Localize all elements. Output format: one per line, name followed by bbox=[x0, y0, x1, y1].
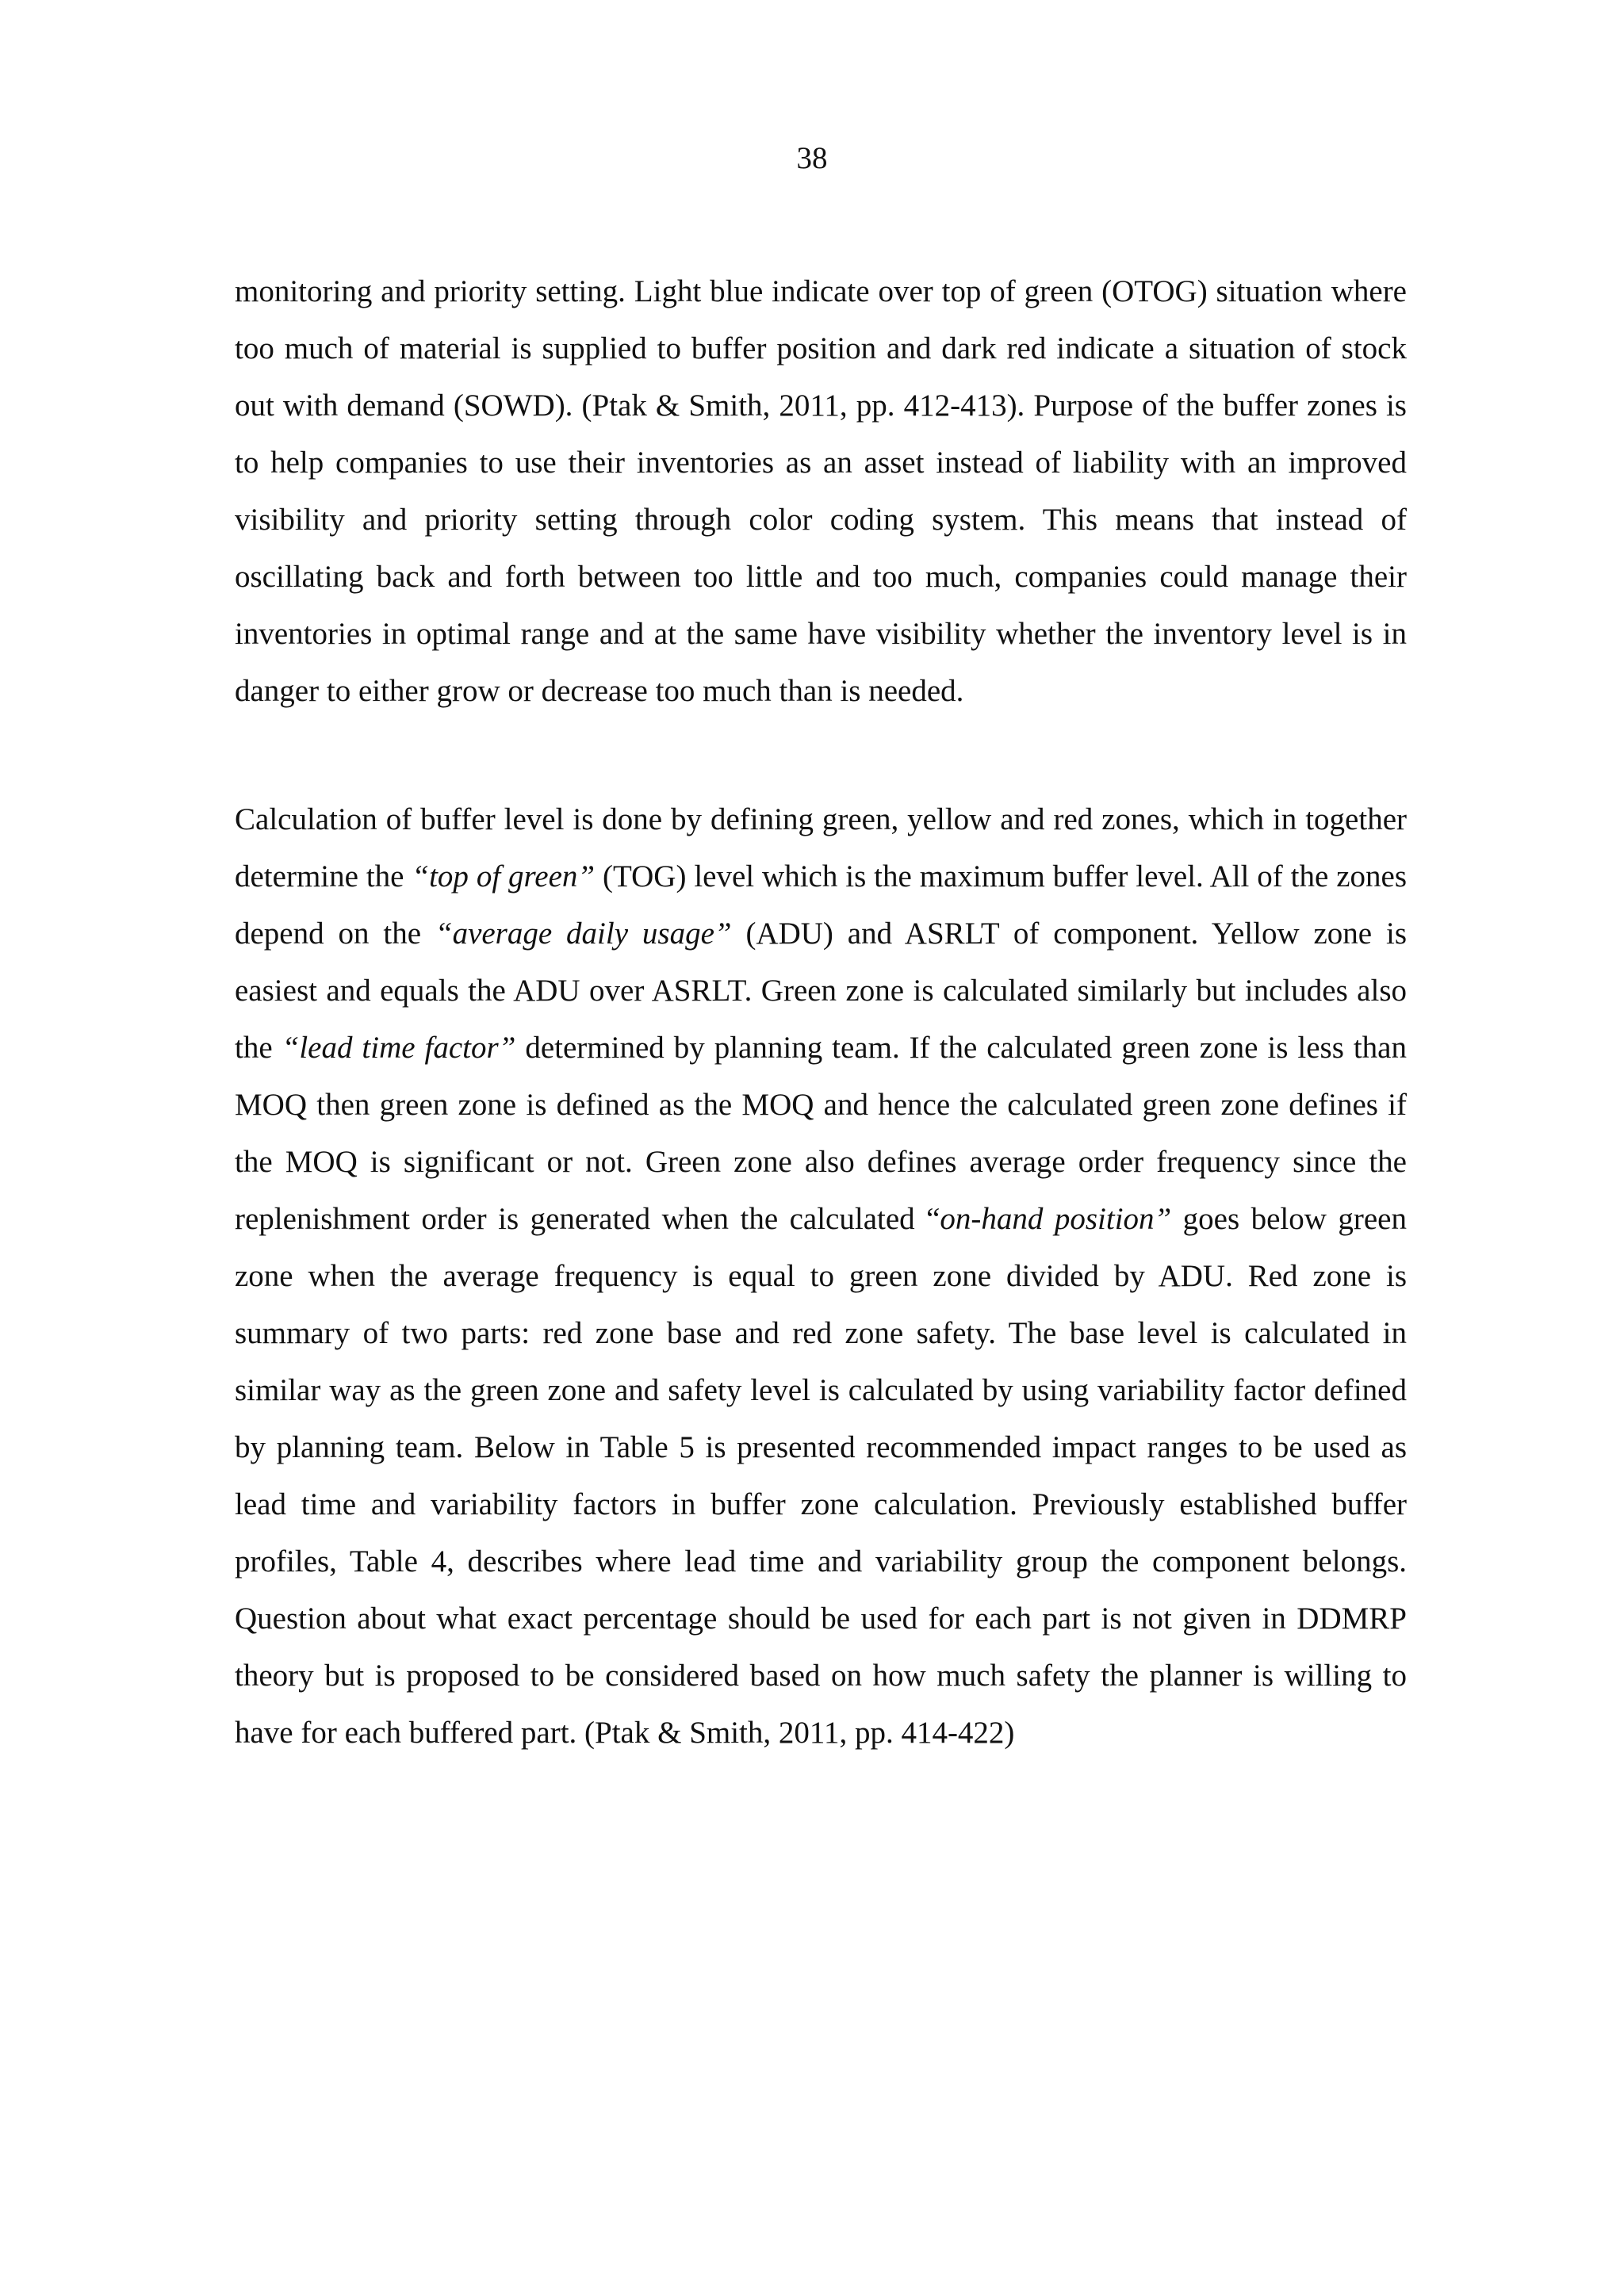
term-on-hand-position: on-hand position” bbox=[940, 1202, 1172, 1236]
paragraph-2-run: (ADU) and ASRLT of component. Yellow zone is easiest and equals the ADU over ASRLT. Green zone is calculated similarly but includes also the bbox=[235, 916, 1407, 1065]
term-average-daily-usage: “average daily usage” bbox=[435, 916, 732, 951]
body-paragraph-2 bbox=[235, 791, 1407, 1762]
paragraph-2-run: Calculation of buffer level is done by defining green, yellow and red zones, which in together determine the bbox=[235, 802, 1407, 894]
paragraph-1-text: monitoring and priority setting. Light blue indicate over top of green (OTOG) situation where too much of material is supplied to buffer position and dark red indicate a situation of stock out with demand (SOWD). (Ptak & Smith, 2011, pp. 412-413). Purpose of the buffer zones is to help companies to use their inventories as an asset instead of liability with an improved visibility and priority setting through color coding system. This means that instead of oscillating back and forth between too little and too much, companies could manage their inventories in optimal range and at the same have visibility whether the inventory level is in danger to either grow or decrease too much than is needed. bbox=[235, 274, 1407, 708]
paragraph-2-run: determined by planning team. If the calculated green zone is less than MOQ then green zone is defined as the MOQ and hence the calculated green zone defines if the MOQ is significant or not. Green zone also defines average order frequency since the replenishment order is generated when the calculated “ bbox=[235, 1031, 1407, 1236]
paragraph-2-run: goes below green zone when the average frequency is equal to green zone divided by ADU. Red zone is summary of two parts: red zone base and red zone safety. The base level is calculated in similar way as the green zone and safety level is calculated by using variability factor defined by planning team. Below in Table 5 is presented recommended impact ranges to be used as lead time and variability factors in buffer zone calculation. Previously established buffer profiles, Table 4, describes where lead time and variability group the component belongs. Question about what exact percentage should be used for each part is not given in DDMRP theory but is proposed to be considered based on how much safety the planner is willing to have for each buffered part. (Ptak & Smith, 2011, pp. 414-422) bbox=[235, 1202, 1407, 1750]
term-top-of-green: “top of green” bbox=[412, 859, 596, 894]
page-number: 38 bbox=[796, 141, 828, 175]
body-paragraph-1 bbox=[235, 263, 1407, 720]
term-lead-time-factor: “lead time factor” bbox=[282, 1031, 516, 1065]
paragraph-2-run: (TOG) level which is the maximum buffer level. All of the zones depend on the bbox=[235, 859, 1408, 951]
